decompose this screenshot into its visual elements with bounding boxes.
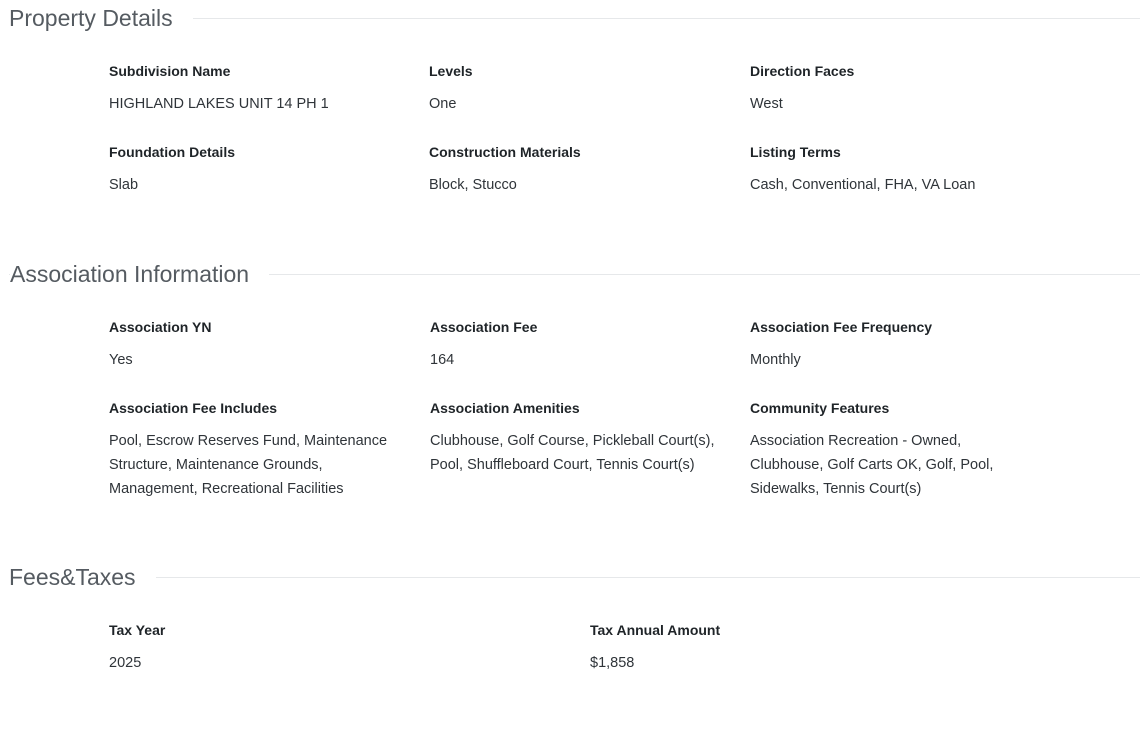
- field-value: Yes: [109, 352, 133, 368]
- field-direction-faces: [750, 62, 1050, 116]
- section-divider: [9, 577, 1140, 578]
- field-value: One: [429, 96, 457, 112]
- field-value: Pool, Escrow Reserves Fund, Maintenance Structure, Maintenance Grounds, Management, Recreational Facilities: [109, 433, 388, 497]
- field-value: Cash, Conventional, FHA, VA Loan: [750, 177, 976, 193]
- field-label: Subdivision Name: [109, 63, 231, 79]
- field-label: Tax Year: [109, 622, 166, 638]
- field-foundation-details: [109, 143, 409, 197]
- field-label: Community Features: [750, 400, 890, 416]
- field-label: Listing Terms: [750, 144, 841, 160]
- field-association-yn: [109, 318, 409, 372]
- field-community-features: [750, 399, 1025, 501]
- field-value: Slab: [109, 177, 139, 193]
- field-value: Monthly: [750, 352, 801, 368]
- field-tax-annual-amount: [590, 621, 990, 675]
- section-title: Fees&Taxes: [9, 559, 156, 595]
- field-label: Construction Materials: [429, 144, 581, 160]
- field-label: Association Fee: [430, 319, 538, 335]
- field-label: Tax Annual Amount: [590, 622, 721, 638]
- field-value: 164: [430, 352, 455, 368]
- field-value: Clubhouse, Golf Course, Pickleball Court(s), Pool, Shuffleboard Court, Tennis Court(s): [430, 433, 715, 473]
- property-details-header: [0, 0, 1148, 36]
- section-title: Association Information: [10, 256, 269, 292]
- field-association-amenities: [430, 399, 725, 477]
- field-label: Association Amenities: [430, 400, 580, 416]
- section-title: Property Details: [9, 0, 193, 36]
- field-label: Association Fee Includes: [109, 400, 278, 416]
- field-subdivision-name: [109, 62, 409, 116]
- field-construction-materials: [429, 143, 729, 197]
- field-value: 2025: [109, 655, 142, 671]
- fees-taxes-header: [0, 559, 1148, 595]
- field-association-fee-frequency: [750, 318, 1050, 372]
- field-value: Association Recreation - Owned, Clubhouse, Golf Carts OK, Golf, Pool, Sidewalks, Tennis Court(s): [750, 433, 994, 497]
- field-label: Direction Faces: [750, 63, 855, 79]
- field-label: Foundation Details: [109, 144, 235, 160]
- field-label: Association YN: [109, 319, 212, 335]
- fees-taxes-section: [0, 559, 1148, 671]
- field-association-fee: [430, 318, 730, 372]
- field-value: $1,858: [590, 655, 635, 671]
- property-details-section: [0, 0, 1148, 193]
- field-label: Levels: [429, 63, 473, 79]
- field-association-fee-includes: [109, 399, 409, 501]
- association-information-section: [0, 256, 1148, 497]
- field-listing-terms: [750, 143, 1070, 197]
- field-value: West: [750, 96, 783, 112]
- association-information-header: [0, 256, 1148, 292]
- field-value: Block, Stucco: [429, 177, 517, 193]
- field-tax-year: [109, 621, 509, 675]
- field-label: Association Fee Frequency: [750, 319, 933, 335]
- field-value: HIGHLAND LAKES UNIT 14 PH 1: [109, 96, 329, 112]
- field-levels: [429, 62, 729, 116]
